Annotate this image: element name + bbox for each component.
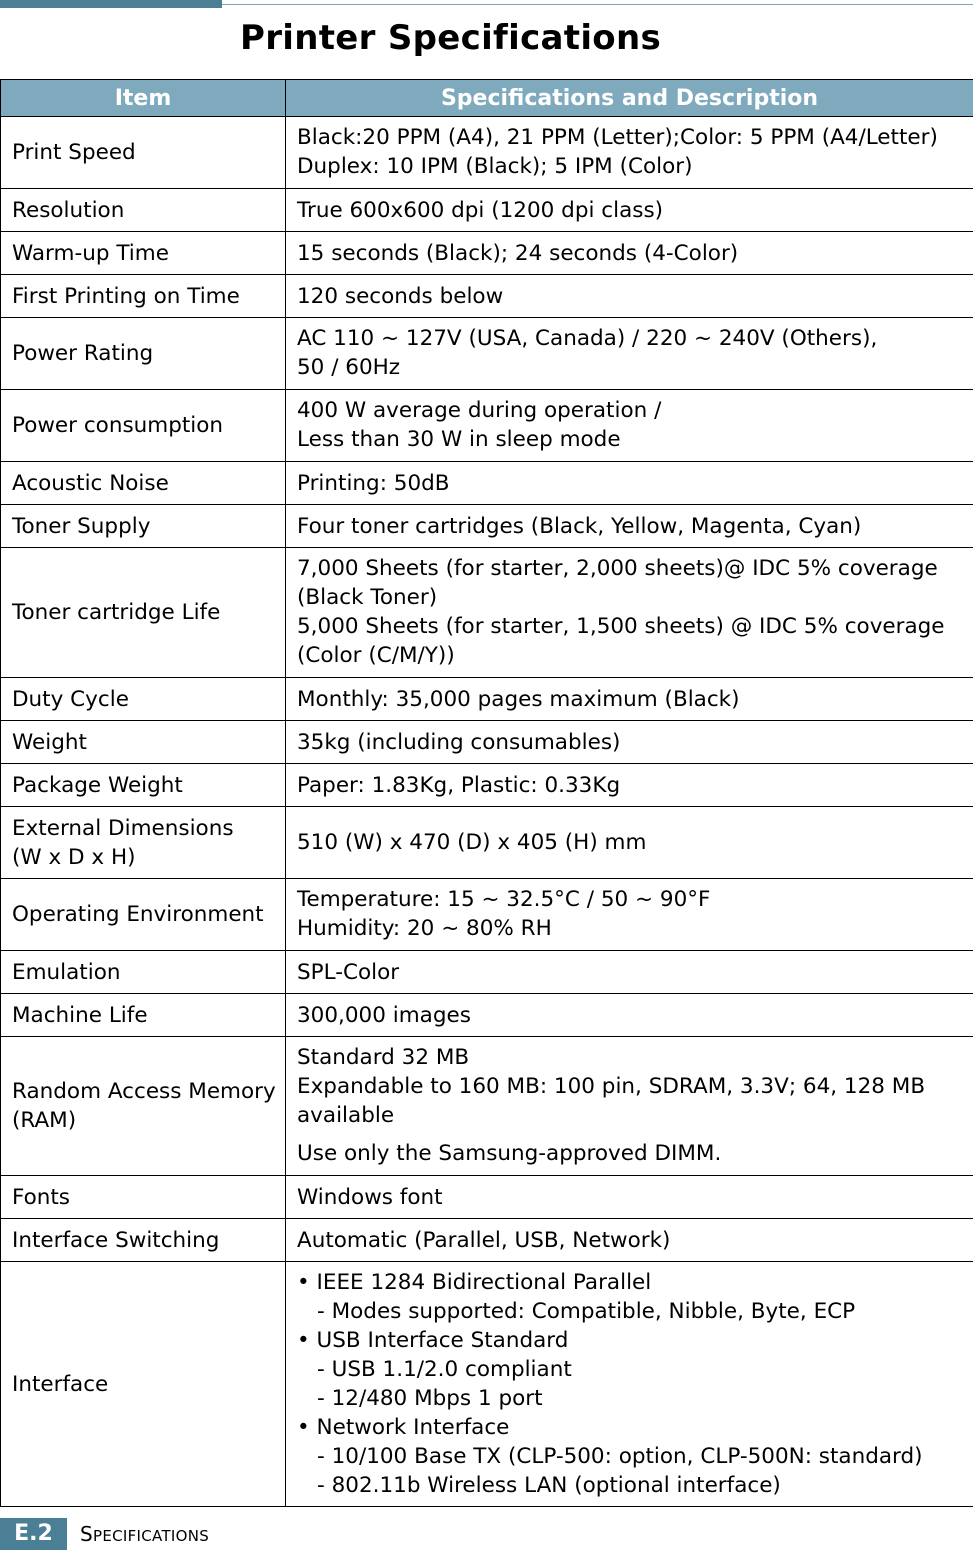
row-item-label: Power consumption bbox=[1, 390, 286, 462]
row-description bbox=[286, 232, 973, 275]
row-description bbox=[286, 1262, 973, 1507]
description-line: AC 110 ~ 127V (USA, Canada) / 220 ~ 240V (Others), bbox=[297, 326, 878, 351]
item-line: Random Access Memory bbox=[12, 1079, 276, 1104]
description-line: - Modes supported: Compatible, Nibble, Byte, ECP bbox=[317, 1299, 856, 1324]
table-row bbox=[1, 189, 973, 232]
description-line: - 802.11b Wireless LAN (optional interface) bbox=[317, 1473, 781, 1498]
row-item-label: Warm-up Time bbox=[1, 232, 286, 275]
description-line: Four toner cartridges (Black, Yellow, Magenta, Cyan) bbox=[297, 513, 862, 539]
row-description bbox=[286, 807, 973, 879]
table-row bbox=[1, 1262, 973, 1507]
row-description bbox=[286, 548, 973, 678]
row-description bbox=[286, 879, 973, 951]
header-accent-bar bbox=[0, 0, 222, 8]
row-description bbox=[286, 1176, 973, 1219]
specifications-table bbox=[0, 79, 973, 1507]
description-line: 50 / 60Hz bbox=[297, 355, 401, 380]
description-line: Standard 32 MB bbox=[297, 1045, 470, 1070]
description-line: Paper: 1.83Kg, Plastic: 0.33Kg bbox=[297, 772, 621, 798]
description-line: Temperature: 15 ~ 32.5°C / 50 ~ 90°F bbox=[297, 887, 711, 912]
description-line: • Network Interface bbox=[297, 1415, 510, 1440]
column-header-description: Specifications and Description bbox=[286, 80, 973, 117]
row-item-label: Weight bbox=[1, 721, 286, 764]
description-line: - 12/480 Mbps 1 port bbox=[317, 1386, 543, 1411]
row-item-label: Toner cartridge Life bbox=[1, 548, 286, 678]
row-item-label: Acoustic Noise bbox=[1, 462, 286, 505]
table-header-row bbox=[1, 80, 973, 117]
row-item-label: Fonts bbox=[1, 1176, 286, 1219]
description-line: 7,000 Sheets (for starter, 2,000 sheets)@ IDC 5% coverage bbox=[297, 556, 938, 581]
row-description bbox=[286, 505, 973, 548]
description-line: 400 W average during operation / bbox=[297, 398, 662, 423]
row-description bbox=[286, 1219, 973, 1262]
row-description bbox=[286, 275, 973, 318]
description-line: Less than 30 W in sleep mode bbox=[297, 427, 621, 452]
row-item-label: Resolution bbox=[1, 189, 286, 232]
table-row bbox=[1, 678, 973, 721]
row-item-label: Print Speed bbox=[1, 117, 286, 189]
table-row bbox=[1, 879, 973, 951]
item-line: External Dimensions bbox=[12, 815, 234, 841]
description-line: (Black Toner) bbox=[297, 585, 438, 610]
table-row bbox=[1, 275, 973, 318]
description-line: 120 seconds below bbox=[297, 283, 504, 309]
table-row bbox=[1, 462, 973, 505]
table-row bbox=[1, 232, 973, 275]
description-line: True 600x600 dpi (1200 dpi class) bbox=[297, 197, 664, 223]
row-item-label: Operating Environment bbox=[1, 879, 286, 951]
row-item-label: First Printing on Time bbox=[1, 275, 286, 318]
description-line: Duplex: 10 IPM (Black); 5 IPM (Color) bbox=[297, 154, 693, 179]
row-description bbox=[286, 678, 973, 721]
description-line: available bbox=[297, 1103, 395, 1128]
table-row bbox=[1, 764, 973, 807]
description-line: 5,000 Sheets (for starter, 1,500 sheets) @ IDC 5% coverage bbox=[297, 614, 945, 639]
row-item-label: Interface bbox=[1, 1262, 286, 1507]
description-line: Expandable to 160 MB: 100 pin, SDRAM, 3.3V; 64, 128 MB bbox=[297, 1074, 926, 1099]
description-line: 510 (W) x 470 (D) x 405 (H) mm bbox=[297, 830, 647, 855]
description-line: - USB 1.1/2.0 compliant bbox=[317, 1357, 572, 1382]
table-row bbox=[1, 1219, 973, 1262]
row-item-label bbox=[1, 807, 286, 879]
row-item-label: Emulation bbox=[1, 951, 286, 994]
row-description bbox=[286, 318, 973, 390]
row-item-label: Duty Cycle bbox=[1, 678, 286, 721]
section-rest: PECIFICATIONS bbox=[93, 1527, 210, 1545]
table-row bbox=[1, 548, 973, 678]
row-description bbox=[286, 390, 973, 462]
row-description bbox=[286, 764, 973, 807]
description-line: Monthly: 35,000 pages maximum (Black) bbox=[297, 686, 740, 712]
description-line: • IEEE 1284 Bidirectional Parallel bbox=[297, 1270, 652, 1295]
row-item-label bbox=[1, 1037, 286, 1176]
item-line: (W x D x H) bbox=[12, 844, 136, 870]
row-description bbox=[286, 1037, 973, 1176]
description-line: 15 seconds (Black); 24 seconds (4-Color) bbox=[297, 240, 739, 266]
row-description bbox=[286, 117, 973, 189]
description-line: 300,000 images bbox=[297, 1002, 471, 1028]
table-row bbox=[1, 721, 973, 764]
description-line: (Color (C/M/Y)) bbox=[297, 643, 455, 668]
description-line: • USB Interface Standard bbox=[297, 1328, 569, 1353]
description-line: - 10/100 Base TX (CLP-500: option, CLP-500N: standard) bbox=[317, 1444, 923, 1469]
item-line: (RAM) bbox=[12, 1108, 77, 1133]
table-row bbox=[1, 807, 973, 879]
row-item-label: Package Weight bbox=[1, 764, 286, 807]
row-item-label: Machine Life bbox=[1, 994, 286, 1037]
table-row bbox=[1, 994, 973, 1037]
description-line: Humidity: 20 ~ 80% RH bbox=[297, 916, 552, 941]
page-title: Printer Specifications bbox=[240, 18, 662, 58]
column-header-item: Item bbox=[1, 80, 286, 117]
table-row bbox=[1, 318, 973, 390]
page-number-badge: E.2 bbox=[0, 1518, 67, 1550]
description-line: 35kg (including consumables) bbox=[297, 729, 621, 755]
row-item-label: Interface Switching bbox=[1, 1219, 286, 1262]
row-description bbox=[286, 462, 973, 505]
section-name bbox=[80, 1521, 209, 1549]
ram-note: Use only the Samsung-approved DIMM. bbox=[297, 1141, 722, 1166]
row-description bbox=[286, 951, 973, 994]
table-row bbox=[1, 505, 973, 548]
row-item-label: Power Rating bbox=[1, 318, 286, 390]
table-row bbox=[1, 1037, 973, 1176]
table-row bbox=[1, 951, 973, 994]
row-description bbox=[286, 994, 973, 1037]
table-row bbox=[1, 1176, 973, 1219]
description-line: Black:20 PPM (A4), 21 PPM (Letter);Color: 5 PPM (A4/Letter) bbox=[297, 125, 938, 150]
header-rule bbox=[222, 4, 973, 5]
table-row bbox=[1, 117, 973, 189]
description-line: Printing: 50dB bbox=[297, 470, 450, 496]
description-line: Automatic (Parallel, USB, Network) bbox=[297, 1227, 671, 1253]
description-line: Windows font bbox=[297, 1184, 443, 1210]
row-description bbox=[286, 189, 973, 232]
table-row bbox=[1, 390, 973, 462]
section-initial: S bbox=[80, 1522, 93, 1546]
row-description bbox=[286, 721, 973, 764]
description-line: SPL-Color bbox=[297, 959, 400, 985]
row-item-label: Toner Supply bbox=[1, 505, 286, 548]
